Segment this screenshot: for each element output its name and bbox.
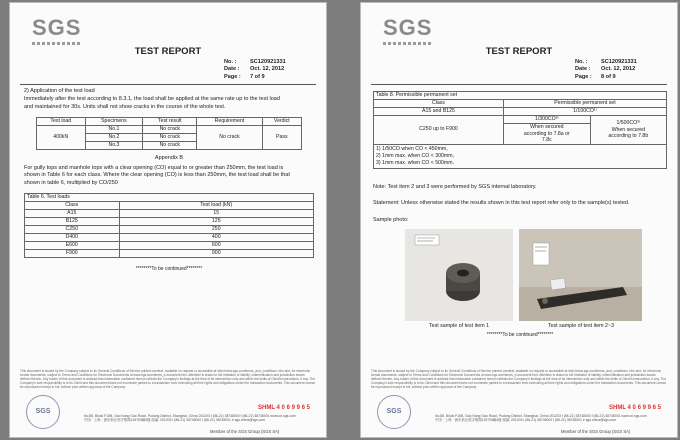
fine-print: This document is issued by the Company subject to its General Conditions of Service printed overleaf, available on request or accessible at http://www.sgs.com/terms_and_conditions. htm and, for electronic format documents, subject to Terms and Conditions for Electronic Documents at www.sgs.com/terms_e-document.htm. Attention is drawn to the limitation of liability, indemnification and jurisdiction issues defined therein. Any holder of this document is advised that information contained hereon reflects the Company's findings at the time of its intervention only and within the limits of Client's instructions, if any. The Company's sole responsibility is to its Client and this document does not exonerate parties to a transaction from exercising all their rights and obligations under the transaction documents. This document cannot be reproduced except in full, without prior written approval of the Company. <box>371 369 667 389</box>
continued-marker: ********To be continued******** <box>486 332 554 338</box>
address: No.88, Block F15B, Gao Kang Gao Road, Pudong District, Shanghai, China 201203 t (86-21) 38748000 f (86-21) 38748001 www.cn.sgs.com 中国 · 上海 · 浦东新区郭守敬路115号B幢4楼 邮编: 201203 t (86-21) 38748000 f (86-21) 38748001 e sgs.china@sgs.com <box>84 414 296 423</box>
address: No.88, Block F15B, Gao Kang Gao Road, Pudong District, Shanghai, China 201203 t (86-21) 38748000 f (86-21) 38748001 www.cn.sgs.com 中国 · 上海 · 浦东新区郭守敬路115号B幢4楼 邮编: 201203 t (86-21) 38748000 f (86-21) 38748001 e sgs.china@sgs.com <box>435 414 647 423</box>
permanent-set-table: Table 8. Permissible permanent set Class Permissible permanent set A15 and B125 1/100CO¹⁾ C250 up to F900 1/300CO²⁾ 1/500CO³⁾ When secured according to 7.8b When secured according to 7.8a or 7.8c 1) 1/50CO when CO < 450mm, 2) 1mm max. when CO < 300mm, 3) 1mm max. when CO < 500mm. <box>373 91 667 169</box>
continued-marker: ********To be continued******** <box>135 266 203 272</box>
header-rule <box>20 84 316 85</box>
report-number: SC120921331 <box>601 59 637 65</box>
section-text: 2) Application of the test load Immediately after the test according to 8.3.1, the load shall be applied at the same rate up to the test load and maintained for 30s. Units shall not show cracks in the course of the whole test. <box>24 88 280 110</box>
report-date: Oct. 12, 2012 <box>601 66 636 73</box>
sgs-logo: SGS <box>383 15 432 45</box>
sample-item-2-image <box>519 229 642 321</box>
statement: Statement: Unless otherwise stated the results shown in this test report refer only to the sample(s) tested. <box>373 200 630 206</box>
photo-caption-1: Test sample of test item 1 <box>428 323 490 329</box>
fine-print: This document is issued by the Company subject to its General Conditions of Service printed overleaf, available on request or accessible at http://www.sgs.com/terms_and_conditions. htm and, for electronic format documents, subject to Terms and Conditions for Electronic Documents at www.sgs.com/terms_e-document.htm. Attention is drawn to the limitation of liability, indemnification and jurisdiction issues defined therein. Any holder of this document is advised that information contained hereon reflects the Company's findings at the time of its intervention only and within the limits of Client's instructions, if any. The Company's sole responsibility is to its Client and this document does not exonerate parties to a transaction from exercising all their rights and obligations under the transaction documents. This document cannot be reproduced except in full, without prior written approval of the Company. <box>20 369 316 389</box>
sgs-seal: SGS <box>26 395 60 429</box>
report-meta: No. : SC120921331 Date : Oct. 12, 2012 Page : 8 of 9 <box>575 59 637 80</box>
report-page-7 <box>9 2 327 438</box>
report-number: SC120921331 <box>250 59 286 65</box>
report-date: Oct. 12, 2012 <box>250 66 285 73</box>
sample-photo-2 <box>519 229 642 321</box>
lab-note: Note: Test item 2 and 3 were performed by SGS internal laboratory. <box>373 184 537 190</box>
report-page-8 <box>360 2 678 438</box>
sample-item-1-image <box>405 229 513 321</box>
sgs-seal: SGS <box>377 395 411 429</box>
page-number: 8 of 9 <box>601 73 616 80</box>
test-loads-table: Table 6. Test loads Class Test load (kN) A15 15 B125 125 C250 250 D400 400 E600 600 F900 900 <box>24 193 314 258</box>
page-title: TEST REPORT <box>134 46 202 57</box>
result-table: Test load Specimens Test result Requirement Verdict 400kN No.1 No crack No crack Pass No.2 No crack No.3 No crack <box>36 117 302 150</box>
page-title: TEST REPORT <box>485 46 553 57</box>
header-rule <box>371 84 667 85</box>
member-line: Member of the SGS Group (SGS SA) <box>210 429 280 434</box>
page-number: 7 of 9 <box>250 73 265 80</box>
appendix-text: For gully tops and manhole tops with a clear opening (CO) equal to or greater than 250mm, the test load is shown in Table 6 for each class. Where the clear opening (CO) is less than 250mm, the test load shall be that shown in table 6, multiplied by CO/250 <box>24 165 290 186</box>
photo-caption-2: Test sample of test item 2~3 <box>547 323 615 329</box>
appendix-title: Appendix B <box>154 155 184 161</box>
sample-photo-1 <box>405 229 513 321</box>
shml-number: SHML 4 0 6 9 9 6 5 <box>609 405 661 411</box>
report-meta: No. : SC120921331 Date : Oct. 12, 2012 Page : 7 of 9 <box>224 59 286 80</box>
sample-photo-label: Sample photo: <box>373 217 409 223</box>
shml-number: SHML 4 0 6 9 9 6 5 <box>258 405 310 411</box>
member-line: Member of the SGS Group (SGS SA) <box>561 429 631 434</box>
sgs-logo: SGS <box>32 15 81 45</box>
